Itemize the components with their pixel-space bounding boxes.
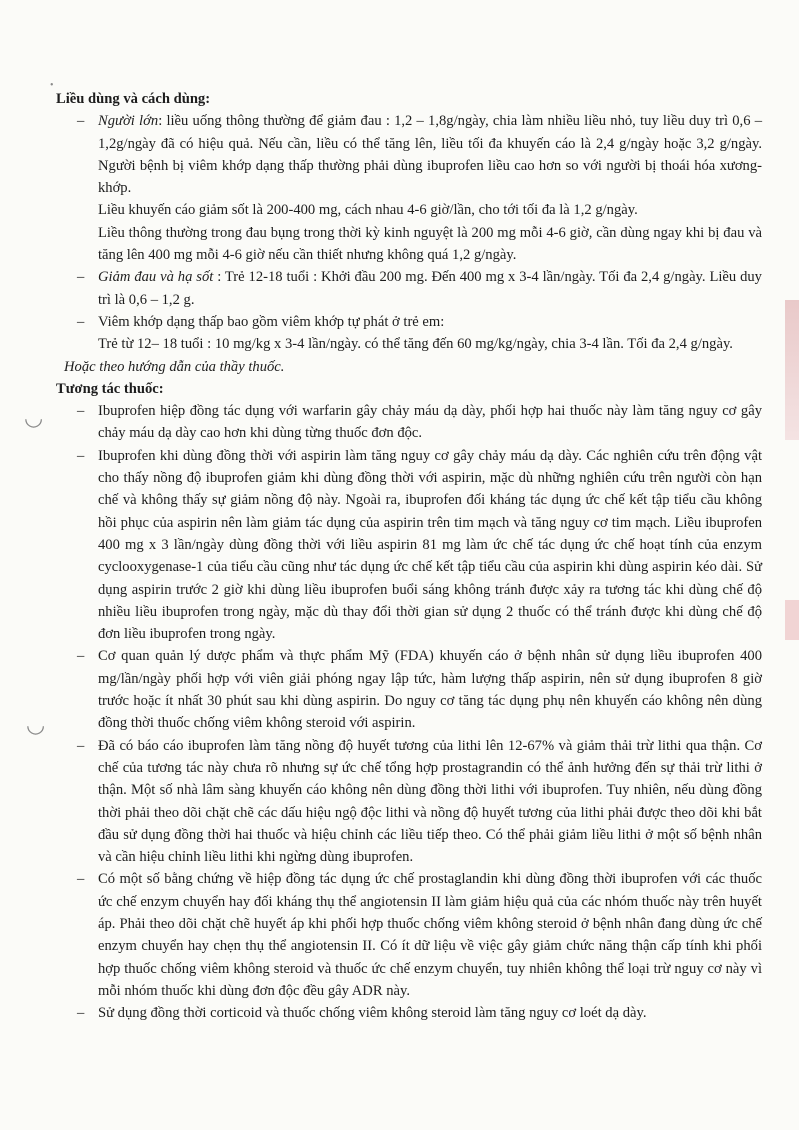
document-body — [56, 88, 762, 1024]
dosage-child-item — [56, 266, 762, 311]
interaction-item — [56, 868, 762, 1002]
bullet-dash: – — [77, 447, 85, 464]
interaction-text: Ibuprofen hiệp đồng tác dụng với warfarin gây chảy máu dạ dày, phối hợp hai thuốc này làm tăng nguy cơ gây chảy máu dạ dày cao hơn khi dùng từng thuốc đơn độc. — [98, 403, 762, 442]
interaction-text: Ibuprofen khi dùng đồng thời với aspirin làm tăng nguy cơ gây chảy máu dạ dày. Các nghiên cứu trên động vật cho thấy nồng độ ibuprofen giảm khi dùng đồng thời với aspirin, mặc dù những nghiên cứu trên người còn hạn chế và không thấy sự giảm nồng độ này. Ngoài ra, ibuprofen đối kháng tác dụng ức chế kết tập tiểu cầu không hồi phục của aspirin nên làm giảm tác dụng của aspirin trên tim mạch và tăng nguy cơ tim mạch. Liều ibuprofen 400 mg x 3 lần/ngày dùng đồng thời với liều aspirin 81 mg làm ức chế tác dụng ức chế hoạt tính của enzym cyclooxygenase-1 của tiểu cầu cũng như tác dụng ức chế kết tập tiểu cầu của aspirin khi dùng aspirin kéo dài. Sử dụng aspirin trước 2 giờ khi dùng liều ibuprofen buổi sáng không tránh được xảy ra tương tác khi dùng chế độ nhiều liều ibuprofen trong ngày, mặc dù thay đổi thời gian sử dụng 2 thuốc có thể tránh được khi dùng chế độ đơn liều ibuprofen trong ngày. — [98, 447, 762, 643]
section-title-interactions: Tương tác thuốc: — [56, 380, 164, 397]
bullet-dash: – — [77, 403, 85, 420]
interaction-item — [56, 400, 762, 445]
bullet-dash: – — [77, 648, 85, 665]
ra-text: Viêm khớp dạng thấp bao gồm viêm khớp tự phát ở trẻ em: — [98, 313, 445, 330]
bullet-dash: – — [77, 871, 85, 888]
interaction-text: Có một số bằng chứng về hiệp đồng tác dụng ức chế prostaglandin khi dùng đồng thời ibuprofen với các thuốc ức chế enzym chuyển hay đối kháng thụ thể angiotensin II làm giảm hiệu quả của các nhóm thuốc này trên huyết áp. Phải theo dõi chặt chẽ huyết áp khi phối hợp thuốc chống viêm không steroid ở bệnh nhân đang dùng ức chế enzym chuyển hay chẹn thụ thể angiotensin II. Có ít dữ liệu về việc gây giảm chức năng thận cấp tính khi phối hợp thuốc chống viêm không steroid và thuốc ức chế enzym chuyển, tuy nhiên không thể loại trừ nguy cơ này vì mỗi nhóm thuốc khi dùng đơn độc đều gây ADR này. — [98, 871, 762, 999]
adult-label: Người lớn — [98, 113, 159, 130]
dosage-ra-item — [56, 311, 762, 356]
ra-child-dose: Trẻ từ 12– 18 tuổi : 10 mg/kg x 3-4 lần/ngày. có thể tăng đến 60 mg/kg/ngày, chia 3-4 lần. Tối đa 2,4 g/ngày. — [98, 336, 733, 353]
adult-text: : liều uống thông thường để giảm đau : 1,2 – 1,8g/ngày, chia làm nhiều liều nhỏ, tuy liều duy trì 0,6 – 1,2g/ngày đã có hiệu quả. Nếu cần, liều có thể tăng lên, liều tối đa khuyến cáo là 2,4 g/ngày hoặc 3,2 g/ngày. Người bệnh bị viêm khớp dạng thấp thường phải dùng ibuprofen liều cao hơn so với người bị thoái hóa xương-khớp. — [98, 113, 763, 197]
bullet-dash: – — [77, 113, 85, 130]
bullet-dash: – — [77, 737, 85, 754]
edge-stamp-mark — [785, 600, 799, 640]
margin-tick-mark: ◡ — [24, 405, 44, 430]
child-label: Giảm đau và hạ sốt — [98, 269, 214, 286]
section-title-dosage: Liều dùng và cách dùng: — [56, 91, 211, 107]
interaction-text: Cơ quan quản lý dược phẩm và thực phẩm Mỹ (FDA) khuyến cáo ở bệnh nhân sử dụng liều ibuprofen 400 mg/lần/ngày phối hợp với viên giải phóng ngay lập tức, hàm lượng thấp aspirin, nên sử dụng ibuprofen 8 giờ trước hoặc ít nhất 30 phút sau khi dùng aspirin. Do nguy cơ tăng tác dụng phụ nên khuyến cáo không nên dùng đồng thời thuốc chống viêm không steroid với aspirin. — [98, 648, 762, 732]
interaction-item — [56, 445, 762, 646]
physician-note: Hoặc theo hướng dẫn của thầy thuốc. — [64, 358, 285, 375]
bullet-dash: – — [77, 269, 85, 286]
interaction-item — [56, 735, 762, 869]
interaction-text: Sử dụng đồng thời corticoid và thuốc chống viêm không steroid làm tăng nguy cơ loét dạ dày. — [98, 1005, 647, 1022]
interaction-text: Đã có báo cáo ibuprofen làm tăng nồng độ huyết tương của lithi lên 12-67% và giảm thải trừ lithi qua thận. Cơ chế của tương tác này chưa rõ nhưng sự ức chế tổng hợp prostagrandin có thể ảnh hưởng đến sự thải trừ lithi ở thận. Một số nhà lâm sàng khuyến cáo không nên dùng đồng thời lithi với ibuprofen. Tuy nhiên, nếu dùng đồng thời phải theo dõi chặt chẽ các dấu hiệu ngộ độc lithi và nồng độ huyết tương của lithi phải được theo dõi khi bắt đầu sử dụng đồng thời hai thuốc và hiệu chỉnh các liều tiếp theo. Có thể phải giảm liều lithi ở một số bệnh nhân và cần hiệu chỉnh liều lithi khi ngừng dùng ibuprofen. — [98, 737, 762, 866]
margin-tick-mark: ◡ — [26, 712, 46, 737]
adult-fever-dose: Liều khuyến cáo giảm sốt là 200-400 mg, cách nhau 4-6 giờ/lần, cho tới tối đa là 1,2 g/ngày. — [98, 202, 638, 219]
edge-stamp-mark — [785, 300, 799, 440]
margin-dot: • — [50, 80, 54, 91]
bullet-dash: – — [77, 313, 85, 330]
bullet-dash: – — [77, 1005, 85, 1022]
dosage-adult-item — [56, 110, 762, 266]
adult-menstrual-dose: Liều thông thường trong đau bụng trong thời kỳ kinh nguyệt là 200 mg mỗi 4-6 giờ, cần dùng ngay khi bị đau và tăng lên 400 mg mỗi 4-6 giờ nếu cần thiết nhưng không quá 1,2 g/ngày. — [98, 224, 762, 264]
interaction-item — [56, 645, 762, 734]
child-text: : Trẻ 12-18 tuổi : Khởi đầu 200 mg. Đến 400 mg x 3-4 lần/ngày. Tối đa 2,4 g/ngày. Liều duy trì là 0,6 – 1,2 g. — [98, 269, 762, 308]
interaction-item — [56, 1002, 762, 1024]
